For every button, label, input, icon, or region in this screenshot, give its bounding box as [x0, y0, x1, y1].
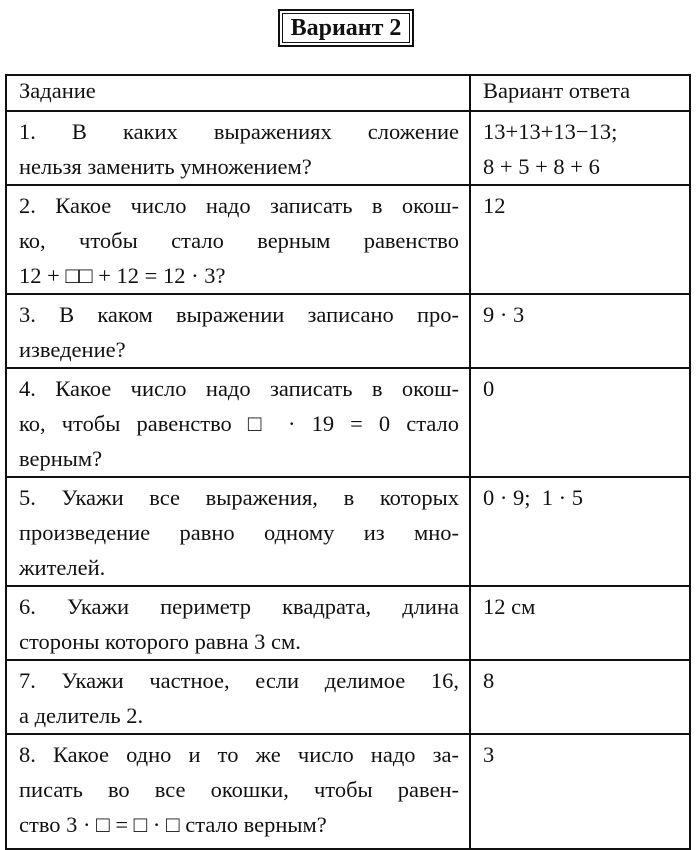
task-line: 7. Укажи частное, если делимое 16, [19, 668, 459, 693]
answer-cell [470, 586, 690, 660]
task-line: ство 3 · □ = □ · □ стало верным? [19, 812, 327, 837]
task-line: 2. Какое число надо записать в окош- [19, 193, 459, 218]
variant-title: Вариант 2 [278, 9, 414, 47]
answer-line: 0 [483, 376, 495, 401]
table-row [6, 368, 690, 477]
header-answer: Вариант ответа [470, 75, 690, 111]
task-line: изведение? [19, 337, 126, 362]
task-cell [6, 294, 470, 368]
task-cell [6, 185, 470, 294]
task-line: ко, чтобы равенство □ · 19 = 0 стало [19, 411, 459, 436]
answer-cell [470, 368, 690, 477]
answer-line: 12 см [483, 594, 536, 619]
answer-cell [470, 294, 690, 368]
answer-line: 9 · 3 [483, 302, 525, 327]
answer-line: 0 · 9; 1 · 5 [483, 485, 583, 510]
task-cell [6, 660, 470, 734]
task-line: 5. Укажи все выражения, в которых [19, 485, 459, 510]
answer-line: 13+13+13−13; [483, 119, 618, 144]
table-row [6, 185, 690, 294]
answer-cell [470, 660, 690, 734]
task-line: нельзя заменить умножением? [19, 154, 312, 179]
task-line: 12 + □□ + 12 = 12 · 3? [19, 263, 226, 288]
answer-cell [470, 111, 690, 185]
task-line: произведение равно одному из мно- [19, 520, 459, 545]
table-row [6, 111, 690, 185]
task-line: стороны которого равна 3 см. [19, 629, 301, 654]
table-row [6, 586, 690, 660]
task-cell [6, 586, 470, 660]
task-cell [6, 368, 470, 477]
task-cell [6, 477, 470, 586]
answer-line: 8 [483, 668, 495, 693]
table-header [6, 75, 690, 111]
answer-line: 3 [483, 742, 495, 767]
task-line: писать во все окошки, чтобы равен- [19, 777, 459, 802]
table-row [6, 660, 690, 734]
table-row [6, 294, 690, 368]
table-row [6, 477, 690, 586]
task-line: 1. В каких выражениях сложение [19, 119, 459, 144]
answer-line: 8 + 5 + 8 + 6 [483, 154, 600, 179]
task-line: верным? [19, 446, 103, 471]
answer-line: 12 [483, 193, 506, 218]
tasks-table [5, 74, 691, 850]
answer-cell [470, 185, 690, 294]
task-line: 8. Какое одно и то же число надо за- [19, 742, 459, 767]
task-line: жителей. [19, 555, 106, 580]
header-task: Задание [6, 75, 470, 111]
task-cell [6, 111, 470, 185]
answer-cell [470, 477, 690, 586]
task-line: ко, чтобы стало верным равенство [19, 228, 459, 253]
task-line: а делитель 2. [19, 703, 144, 728]
task-line: 4. Какое число надо записать в окош- [19, 376, 459, 401]
task-line: 6. Укажи периметр квадрата, длина [19, 594, 459, 619]
task-line: 3. В каком выражении записано про- [19, 302, 459, 327]
